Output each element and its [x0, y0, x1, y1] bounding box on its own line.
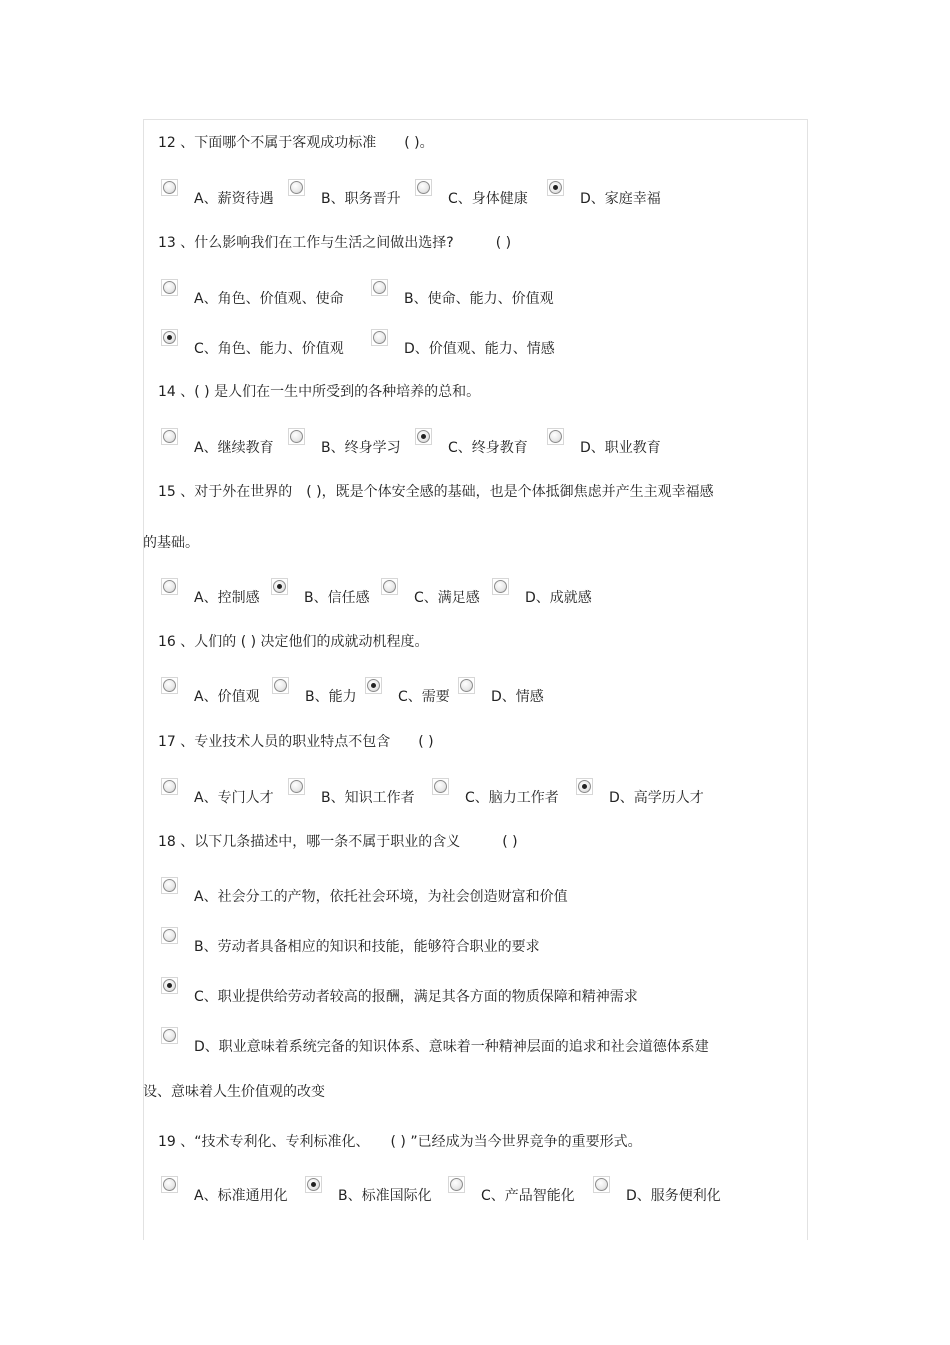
radio-icon[interactable]	[163, 1029, 176, 1042]
radio-icon[interactable]	[494, 580, 507, 593]
question-14-text: 14 、( ) 是人们在一生中所受到的各种培养的总和。	[158, 384, 481, 400]
radio-checked-icon[interactable]	[163, 979, 176, 992]
radio-icon[interactable]	[290, 430, 303, 443]
radio-icon[interactable]	[274, 679, 287, 692]
question-13-text: 13 、什么影响我们在工作与生活之间做出选择? ( )	[158, 235, 512, 251]
radio-icon[interactable]	[373, 281, 386, 294]
radio-checked-icon[interactable]	[549, 181, 562, 194]
radio-icon[interactable]	[163, 780, 176, 793]
radio-icon[interactable]	[434, 780, 447, 793]
radio-icon[interactable]	[163, 879, 176, 892]
question-17-text: 17 、专业技术人员的职业特点不包含 ( )	[158, 734, 434, 750]
radio-icon[interactable]	[290, 181, 303, 194]
radio-icon[interactable]	[450, 1178, 463, 1191]
question-12-text: 12 、下面哪个不属于客观成功标准 ( )。	[158, 135, 434, 151]
question-panel-frame	[143, 119, 808, 1240]
question-15-text: 15 、对于外在世界的 ( )，既是个体安全感的基础，也是个体抵御焦虑并产生主观幸福感	[158, 484, 714, 500]
radio-icon[interactable]	[163, 679, 176, 692]
question-18-text: 18 、以下几条描述中，哪一条不属于职业的含义 ( )	[158, 834, 518, 850]
radio-checked-icon[interactable]	[578, 780, 591, 793]
radio-icon[interactable]	[163, 181, 176, 194]
radio-icon[interactable]	[373, 331, 386, 344]
radio-checked-icon[interactable]	[307, 1178, 320, 1191]
radio-icon[interactable]	[290, 780, 303, 793]
radio-icon[interactable]	[163, 430, 176, 443]
question-19-text: 19 、“技术专利化、专利标准化、 ( ) ”已经成为当今世界竞争的重要形式。	[158, 1134, 642, 1150]
radio-checked-icon[interactable]	[163, 331, 176, 344]
q18-option-d-continuation: 设、意味着人生价值观的改变	[143, 1084, 325, 1100]
radio-checked-icon[interactable]	[273, 580, 286, 593]
radio-icon[interactable]	[595, 1178, 608, 1191]
radio-icon[interactable]	[460, 679, 473, 692]
question-15-continuation: 的基础。	[143, 535, 199, 551]
radio-icon[interactable]	[163, 1178, 176, 1191]
radio-icon[interactable]	[163, 580, 176, 593]
radio-icon[interactable]	[417, 181, 430, 194]
question-16-text: 16 、人们的 ( ) 决定他们的成就动机程度。	[158, 634, 429, 650]
radio-icon[interactable]	[163, 281, 176, 294]
radio-icon[interactable]	[383, 580, 396, 593]
radio-icon[interactable]	[549, 430, 562, 443]
radio-checked-icon[interactable]	[417, 430, 430, 443]
radio-checked-icon[interactable]	[367, 679, 380, 692]
radio-icon[interactable]	[163, 929, 176, 942]
